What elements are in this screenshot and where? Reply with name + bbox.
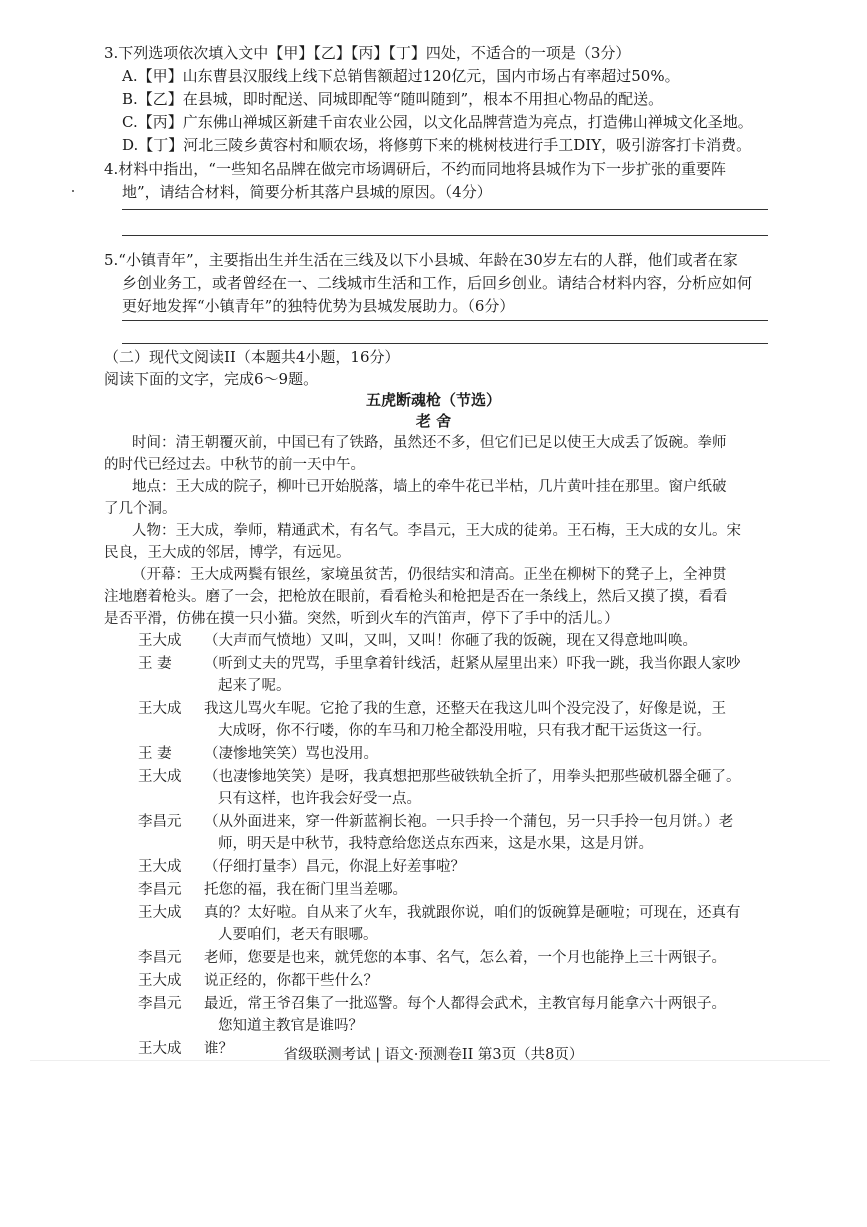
intro-time-2: 的时代已经过去。中秋节的前一天中午。 xyxy=(104,457,365,473)
section-heading: （二）现代文阅读II（本题共4小题，16分） xyxy=(104,348,400,366)
dialogue-line: 大成呀，你不行喽，你的车马和刀枪全都没用啦，只有我才配干运货这一行。 xyxy=(218,723,711,739)
dialogue-speaker: 李昌元 xyxy=(138,996,182,1012)
dialogue-speaker: 李昌元 xyxy=(138,814,182,830)
passage-author: 老 舍 xyxy=(415,412,452,430)
dialogue-line: （仔细打量李）昌元，你混上好差事啦？ xyxy=(204,859,465,875)
page-footer: 省级联测考试 | 语文·预测卷II 第3页（共8页） xyxy=(283,1047,584,1063)
dialogue-speaker: 王大成 xyxy=(138,1041,182,1057)
dialogue-line: 我这儿骂火车呢。它抢了我的生意，还整天在我这儿叫个没完没了，好像是说，王 xyxy=(204,701,726,717)
dialogue-line: （从外面进来，穿一件新蓝裥长袍。一只手拎一个蒲包，另一只手拎一包月饼。）老 xyxy=(204,814,734,830)
dialogue-speaker: 王大成 xyxy=(138,701,182,717)
dialogue-line: 您知道主教官是谁吗？ xyxy=(218,1018,363,1034)
dialogue-line: 托您的福，我在衙门里当差哪。 xyxy=(204,882,407,898)
q3-stem: 3.下列选项依次填入文中【甲】【乙】【丙】【丁】四处，不适合的一项是（3分） xyxy=(104,44,631,62)
q5-line-2: 乡创业务工，或者曾经在一、二线城市生活和工作，后回乡创业。请结合材料内容，分析应如何 xyxy=(122,274,753,292)
dialogue-line: 只有这样，也许我会好受一点。 xyxy=(218,791,421,807)
q5-line-3: 更好地发挥“小镇青年”的独特优势为县城发展助力。（6分） xyxy=(122,297,515,315)
dialogue-line: （凄惨地笑笑）骂也没用。 xyxy=(204,746,378,762)
q5-line-1: 5.“小镇青年”，主要指出生并生活在三线及以下小县城、年龄在30岁左右的人群，他们或者在家 xyxy=(104,251,738,269)
dialogue-line: （也凄惨地笑笑）是呀，我真想把那些破铁轨全折了，用拳头把那些破机器全砸了。 xyxy=(204,769,741,785)
dialogue-line: 谁？ xyxy=(204,1041,233,1057)
dialogue-line: 最近，常王爷召集了一批巡警。每个人都得会武术，主教官每月能拿六十两银子。 xyxy=(204,996,726,1012)
dialogue-speaker: 李昌元 xyxy=(138,882,182,898)
q4-line-2: 地”，请结合材料，简要分析其落户县城的原因。（4分） xyxy=(122,183,492,201)
dialogue-line: （大声而气愤地）又叫，又叫，又叫！你砸了我的饭碗，现在又得意地叫唤。 xyxy=(204,633,697,649)
q3-option-c: C.【丙】广东佛山禅城区新建千亩农业公园，以文化品牌营造为亮点，打造佛山禅城文化圣地。 xyxy=(122,113,753,131)
dialogue-line: （听到丈夫的咒骂，手里拿着针线活，赶紧从屋里出来）吓我一跳，我当你跟人家吵 xyxy=(204,656,741,672)
q5-answer-line-1 xyxy=(122,320,768,321)
q3-option-d: D.【丁】河北三陵乡黄容村和顺农场，将修剪下来的桃树枝进行手工DIY，吸引游客打卡消费。 xyxy=(122,136,752,154)
intro-place-2: 了几个洞。 xyxy=(104,501,177,517)
dialogue-line: 真的？太好啦。自从来了火车，我就跟你说，咱们的饭碗算是砸啦；可现在，还真有 xyxy=(204,905,741,921)
dialogue-speaker: 王大成 xyxy=(138,859,182,875)
intro-people-1: 人物：王大成，拳师，精通武术，有名气。李昌元，王大成的徒弟。王石梅，王大成的女儿。宋 xyxy=(132,523,741,539)
section-instruction: 阅读下面的文字，完成6～9题。 xyxy=(104,370,319,388)
q5-answer-line-2 xyxy=(122,343,768,344)
intro-opening-1: （开幕：王大成两鬓有银丝，家境虽贫苦，仍很结实和清高。正坐在柳树下的凳子上，全神贯 xyxy=(132,567,727,583)
q3-option-a: A.【甲】山东曹县汉服线上线下总销售额超过120亿元，国内市场占有率超过50%。 xyxy=(122,67,680,85)
intro-time-1: 时间：清王朝覆灭前，中国已有了铁路，虽然还不多，但它们已足以使王大成丢了饭碗。拳师 xyxy=(132,435,727,451)
intro-opening-3: 是否平滑，仿佛在摸一只小猫。突然，听到火车的汽笛声，停下了手中的活儿。） xyxy=(104,611,619,627)
q4-line-1: 4.材料中指出，“一些知名品牌在做完市场调研后，不约而同地将县城作为下一步扩张的重要阵 xyxy=(104,160,726,178)
dialogue-speaker: 李昌元 xyxy=(138,950,182,966)
scan-dot xyxy=(72,190,74,192)
intro-place-1: 地点：王大成的院子，柳叶已开始脱落，墙上的牵牛花已半枯，几片黄叶挂在那里。窗户纸破 xyxy=(132,479,727,495)
q4-answer-line-2 xyxy=(122,235,768,236)
dialogue-line: 起来了呢。 xyxy=(218,678,291,694)
dialogue-speaker: 王大成 xyxy=(138,905,182,921)
dialogue-speaker: 王 妻 xyxy=(138,746,172,762)
intro-people-2: 民良，王大成的邻居，博学，有远见。 xyxy=(104,545,351,561)
dialogue-speaker: 王大成 xyxy=(138,769,182,785)
dialogue-line: 人要咱们，老天有眼哪。 xyxy=(218,927,378,943)
passage-title: 五虎断魂枪（节选） xyxy=(365,391,501,409)
dialogue-speaker: 王 妻 xyxy=(138,656,172,672)
intro-opening-2: 注地磨着枪头。磨了一会，把枪放在眼前，看看枪头和枪把是否在一条线上，然后又摸了摸，看看 xyxy=(104,589,728,605)
dialogue-line: 师，明天是中秋节，我特意给您送点东西来，这是水果，这是月饼。 xyxy=(218,836,653,852)
q3-option-b: B.【乙】在县城，即时配送、同城即配等“随叫随到”，根本不用担心物品的配送。 xyxy=(122,90,664,108)
q4-answer-line-1 xyxy=(122,209,768,210)
dialogue-speaker: 王大成 xyxy=(138,973,182,989)
dialogue-speaker: 王大成 xyxy=(138,633,182,649)
dialogue-line: 说正经的，你都干些什么？ xyxy=(204,973,378,989)
dialogue-line: 老师，您要是也来，就凭您的本事、名气，怎么着，一个月也能挣上三十两银子。 xyxy=(204,950,726,966)
